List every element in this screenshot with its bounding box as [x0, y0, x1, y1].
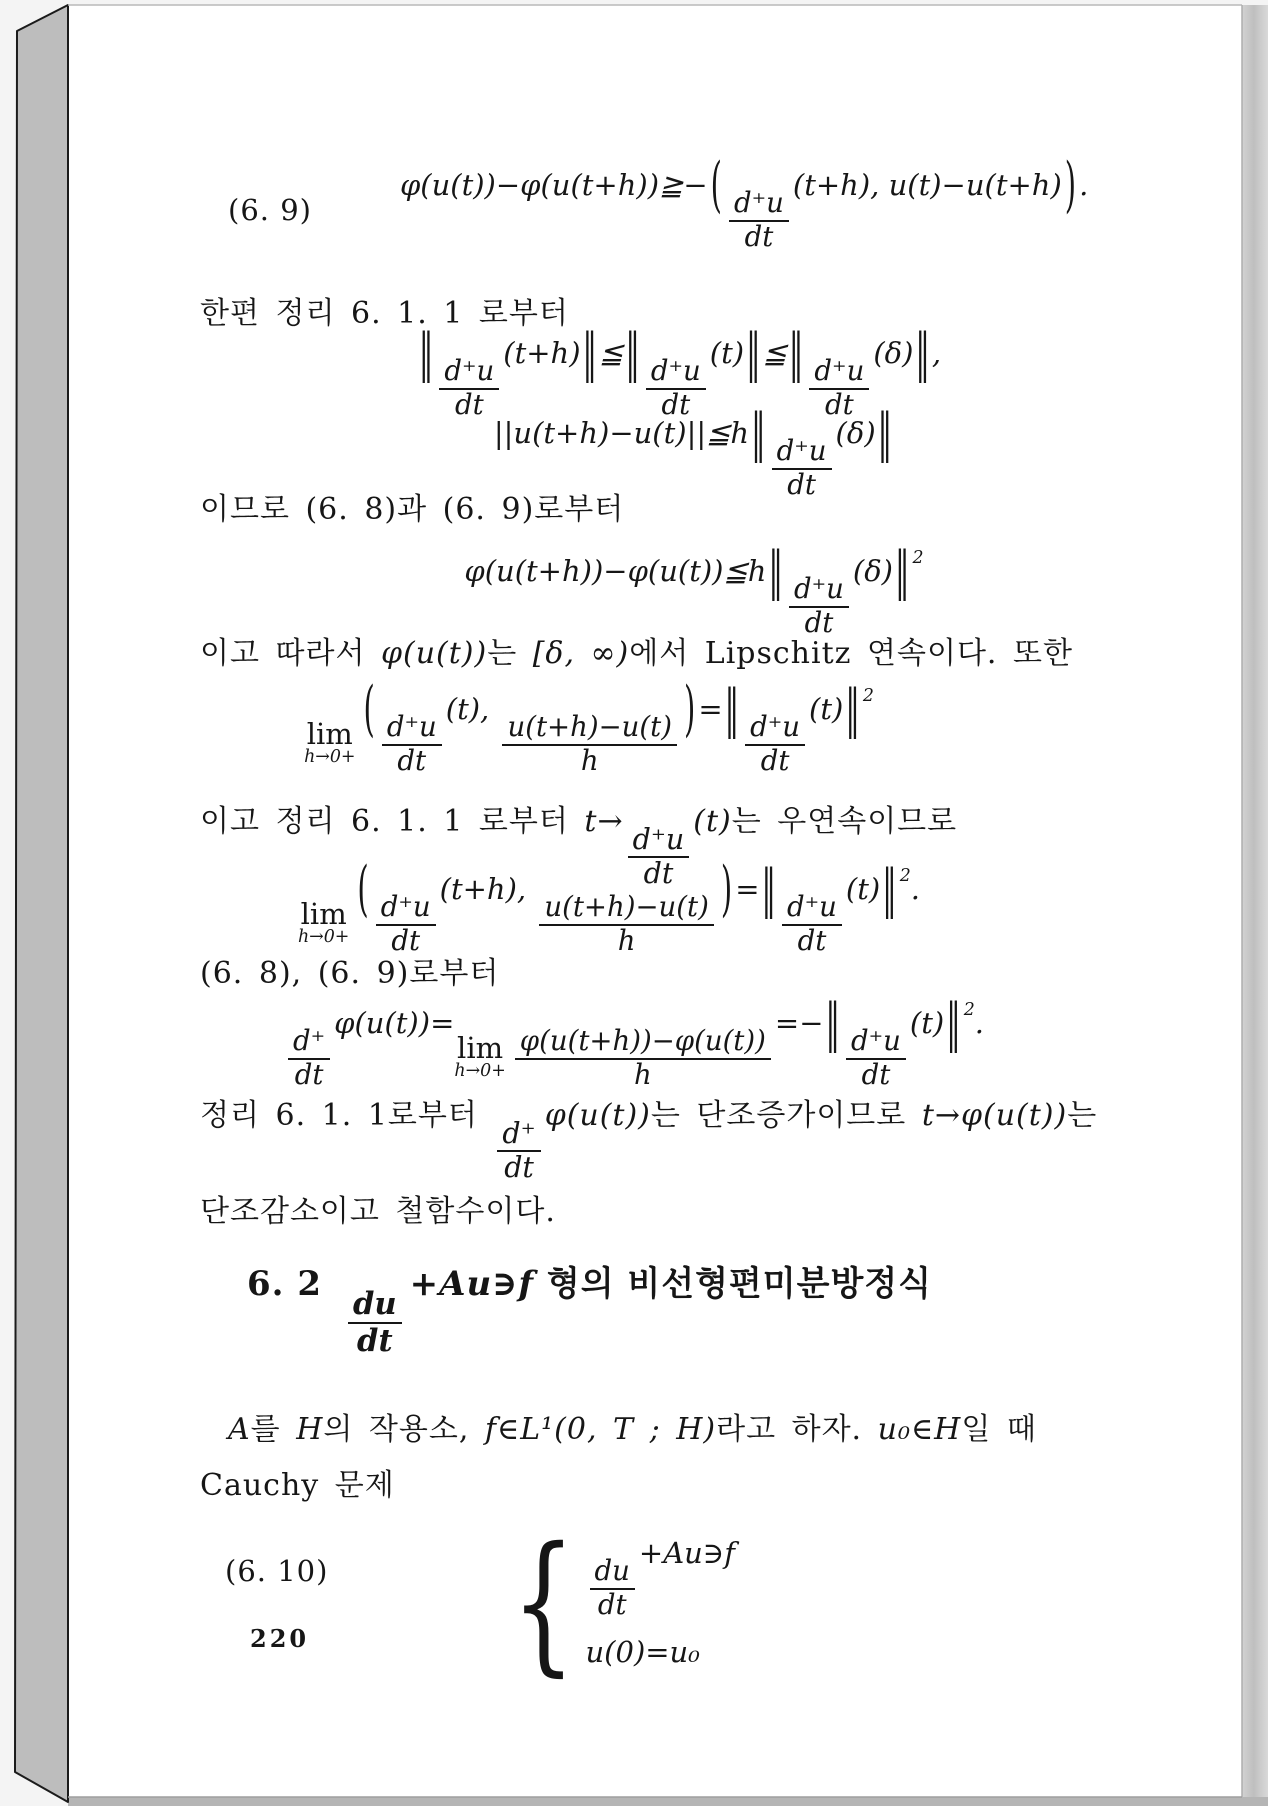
fraction-denominator: h	[633, 1058, 652, 1091]
text-lipschitz-continuous	[200, 628, 1073, 672]
equation-limit-inner-product	[30, 673, 1148, 777]
fraction-denominator: dt	[661, 388, 691, 421]
math-token-kr: 정리 6. 1. 1로부터	[200, 1098, 494, 1133]
math-token-big: (	[363, 673, 375, 744]
math-token-txt: φ(u(t))	[544, 1098, 651, 1133]
math-token-norm: ‖	[768, 539, 783, 602]
fraction-numerator: d⁺u	[809, 357, 869, 390]
math-token-rm: Cauchy	[200, 1468, 320, 1503]
math-token-frac	[515, 1027, 771, 1091]
fraction-numerator: d⁺u	[646, 357, 706, 390]
equation-norm-chain	[120, 321, 1238, 421]
math-token-kr: 라고 하자.	[716, 1412, 878, 1447]
math-token-norm: ‖	[582, 321, 598, 384]
system-rows	[586, 1536, 736, 1669]
math-token-frac	[772, 437, 832, 501]
math-token-kr: 는	[487, 636, 533, 671]
equation-label-6-10: (6. 10)	[225, 1554, 329, 1588]
math-token-txt: ,	[931, 336, 942, 370]
math-token-frac	[497, 1116, 540, 1185]
math-token-txt: (t)	[845, 872, 881, 906]
math-token-txt: (t+h), u(t)−u(t+h)	[792, 168, 1062, 202]
math-token-txt: f∈L¹(0, T ; H)	[484, 1412, 717, 1447]
equation-label-6-9: (6. 9)	[228, 193, 312, 228]
math-token-sup: 2	[862, 685, 874, 706]
math-token-norm: ‖	[625, 321, 640, 384]
math-token-norm: ‖	[751, 401, 766, 464]
fraction-numerator: u(t+h)−u(t)	[539, 893, 714, 926]
math-token-txt: =	[735, 872, 760, 906]
fraction-numerator: d⁺u	[782, 893, 842, 926]
math-token-txt: (t),	[445, 692, 499, 726]
equation-derivative-of-phi	[30, 991, 1238, 1091]
math-token-kr: 는 우연속이므로	[731, 804, 958, 839]
math-token-kr: 이므로 (6. 8)과 (6. 9)로부터	[200, 492, 625, 527]
math-token-kr: 는 단조감소이고 철함수이다.	[200, 1098, 1098, 1230]
fraction-denominator: dt	[787, 468, 816, 501]
paragraph-monotone	[200, 1088, 1138, 1240]
math-token-frac	[439, 357, 499, 421]
math-token-txt: t→φ(u(t))	[921, 1098, 1068, 1133]
math-token-txt: ||u(t+h)−u(t)||≦h	[493, 416, 750, 450]
fraction-numerator: d⁺	[288, 1027, 330, 1060]
math-token-kr: 문제	[319, 1468, 395, 1503]
equation-6-9-row	[228, 149, 1089, 253]
fraction-denominator: dt	[744, 220, 774, 253]
math-token-lim	[454, 1030, 506, 1082]
fraction-denominator: dt	[391, 924, 421, 957]
math-token-txt: t→	[584, 804, 624, 839]
math-token-txt: =−	[774, 1006, 824, 1040]
math-token-kr: 한편 정리 6. 1. 1 로부터	[200, 296, 569, 331]
math-token-norm: ‖	[418, 321, 434, 384]
fraction-numerator: d⁺u	[772, 437, 832, 470]
math-token-norm: ‖	[877, 401, 893, 464]
fraction-numerator: φ(u(t+h))−φ(u(t))	[515, 1027, 771, 1060]
math-token-txt: (δ)	[852, 554, 893, 588]
math-token-big: (	[357, 853, 369, 924]
math-token-lim	[297, 896, 350, 948]
limit-subscript: h→0+	[304, 747, 356, 768]
math-token-norm: ‖	[882, 857, 897, 920]
fraction-numerator: u(t+h)−u(t)	[502, 713, 677, 746]
equation-limit-inner-product-2	[30, 853, 1188, 957]
math-token-txt: (δ)	[835, 416, 876, 450]
fraction-numerator: d⁺u	[729, 189, 789, 222]
fraction-denominator: dt	[804, 606, 834, 639]
math-token-kr: 형의 비선형편미분방정식	[534, 1264, 932, 1304]
math-token-frac	[729, 189, 789, 253]
math-token-lim	[304, 716, 356, 768]
math-token-txt: φ(u(t))	[380, 636, 488, 671]
math-token-txt: (t)	[709, 336, 745, 370]
fraction-denominator: dt	[357, 1323, 393, 1359]
math-token-kr: 일 때	[961, 1412, 1037, 1447]
math-token-norm: ‖	[946, 991, 961, 1054]
math-token-norm: ‖	[915, 321, 930, 384]
math-token-frac	[382, 713, 442, 777]
fraction-numerator: d⁺u	[628, 825, 690, 859]
math-token-norm: ‖	[761, 857, 776, 920]
math-token-txt: φ(u(t+h))−φ(u(t))≦h	[464, 554, 767, 588]
math-token-frac	[782, 893, 842, 957]
math-token-kr: 연속이다. 또한	[851, 636, 1073, 671]
fraction-numerator: d⁺u	[846, 1027, 906, 1060]
math-token-txt: u(0)=u₀	[585, 1634, 700, 1669]
math-token-frac	[646, 357, 706, 421]
math-token-txt: (t)	[809, 692, 844, 726]
math-token-kr: 이고 정리 6. 1. 1 로부터	[200, 804, 585, 839]
math-token-big: (	[710, 149, 722, 220]
equation-6-9	[399, 149, 1089, 253]
math-token-frac	[846, 1027, 906, 1091]
math-token-txt: =	[698, 692, 723, 726]
fraction-numerator: d⁺	[497, 1119, 540, 1153]
math-token-frac	[745, 713, 805, 777]
fraction-denominator: h	[617, 924, 636, 957]
math-token-rm: 6. 2	[247, 1264, 322, 1304]
fraction-numerator: d⁺u	[376, 893, 436, 926]
section-heading-6-2	[247, 1256, 932, 1358]
fraction-denominator: dt	[643, 857, 674, 891]
math-token-norm: ‖	[825, 991, 840, 1054]
page-number: 220	[250, 1624, 310, 1653]
limit-subscript: h→0+	[454, 1061, 506, 1082]
math-token-norm: ‖	[788, 321, 804, 384]
math-token-big: )	[1064, 149, 1077, 220]
math-token-txt: .	[974, 1006, 985, 1040]
math-token-txt: A	[228, 1412, 251, 1447]
math-token-txt: φ(u(t))−φ(u(t+h))≧−	[399, 168, 708, 202]
math-token-sup: 2	[963, 999, 975, 1020]
fraction-denominator: dt	[504, 1151, 534, 1185]
paragraph-cauchy-problem	[200, 1402, 1150, 1514]
text-theorem-611	[200, 288, 569, 332]
math-token-kr: 를	[250, 1412, 297, 1447]
math-token-txt: φ(u(t))=	[334, 1006, 455, 1040]
fraction-denominator: dt	[454, 388, 484, 421]
math-token-txt: +Au∋f	[409, 1264, 535, 1304]
system-row-2	[586, 1635, 736, 1669]
math-token-txt: u₀∈H	[877, 1412, 962, 1447]
math-token-frac	[590, 1557, 635, 1621]
fraction-denominator: dt	[760, 744, 790, 777]
math-token-kr: 는 단조증가이므로	[650, 1098, 922, 1133]
fraction-numerator: d⁺u	[789, 575, 849, 608]
math-token-sup: 2	[912, 547, 924, 568]
math-token-sup: 2	[899, 865, 911, 886]
fraction-numerator: d⁺u	[439, 357, 499, 390]
math-token-big: )	[720, 853, 733, 924]
math-token-txt: (t)	[909, 1006, 945, 1040]
fraction-denominator: dt	[294, 1058, 324, 1091]
limit-word: lim	[306, 716, 353, 751]
fraction-denominator: h	[580, 744, 599, 777]
math-token-kr: 이고 따라서	[200, 636, 381, 671]
fraction-denominator: dt	[597, 1588, 627, 1621]
math-token-txt: .	[910, 872, 921, 906]
limit-subscript: h→0+	[297, 927, 350, 948]
math-token-frac	[348, 1285, 402, 1359]
math-token-kr: (6. 8), (6. 9)로부터	[200, 956, 500, 991]
math-token-frac	[288, 1027, 330, 1091]
fraction-numerator: du	[348, 1288, 402, 1324]
math-token-frac	[502, 713, 677, 777]
math-token-txt: .	[1079, 168, 1089, 202]
math-token-txt: [δ, ∞)	[532, 636, 630, 671]
text-from-68-69-second	[200, 948, 499, 992]
system-row-1	[586, 1536, 736, 1621]
math-token-norm: ‖	[746, 321, 761, 384]
limit-word: lim	[300, 896, 347, 931]
math-token-txt: (t+h)	[503, 336, 581, 370]
math-token-txt: H	[296, 1412, 324, 1447]
math-token-txt: +Au∋f	[638, 1536, 736, 1570]
fraction-numerator: du	[590, 1557, 635, 1590]
math-token-txt: (t+h),	[439, 872, 536, 906]
fraction-numerator: d⁺u	[745, 713, 805, 746]
fraction-numerator: d⁺u	[382, 713, 442, 746]
equation-6-10-system: { $\frac{du}{dt}$ +Au∋f u(0)=u₀	[512, 1513, 736, 1691]
math-token-kr: 에서	[629, 636, 705, 671]
math-token-txt: ≦	[762, 336, 787, 370]
math-token-norm: ‖	[724, 677, 740, 740]
fraction-denominator: dt	[797, 924, 827, 957]
math-token-frac	[539, 893, 714, 957]
limit-word: lim	[457, 1030, 504, 1065]
fraction-denominator: dt	[397, 744, 427, 777]
math-token-txt: ≦	[599, 336, 624, 370]
math-token-norm: ‖	[894, 539, 910, 602]
math-token-norm: ‖	[845, 677, 860, 740]
math-token-big: )	[683, 673, 696, 744]
math-token-rm: Lipschitz	[704, 636, 852, 671]
math-token-txt: (t)	[693, 804, 732, 839]
text-from-68-69	[200, 484, 624, 528]
fraction-denominator: dt	[824, 388, 854, 421]
equation-lipschitz-bound	[150, 539, 1238, 639]
math-token-kr: 의 작용소,	[323, 1412, 485, 1447]
math-token-frac	[809, 357, 869, 421]
fraction-denominator: dt	[861, 1058, 891, 1091]
math-token-txt: (δ)	[873, 336, 914, 370]
